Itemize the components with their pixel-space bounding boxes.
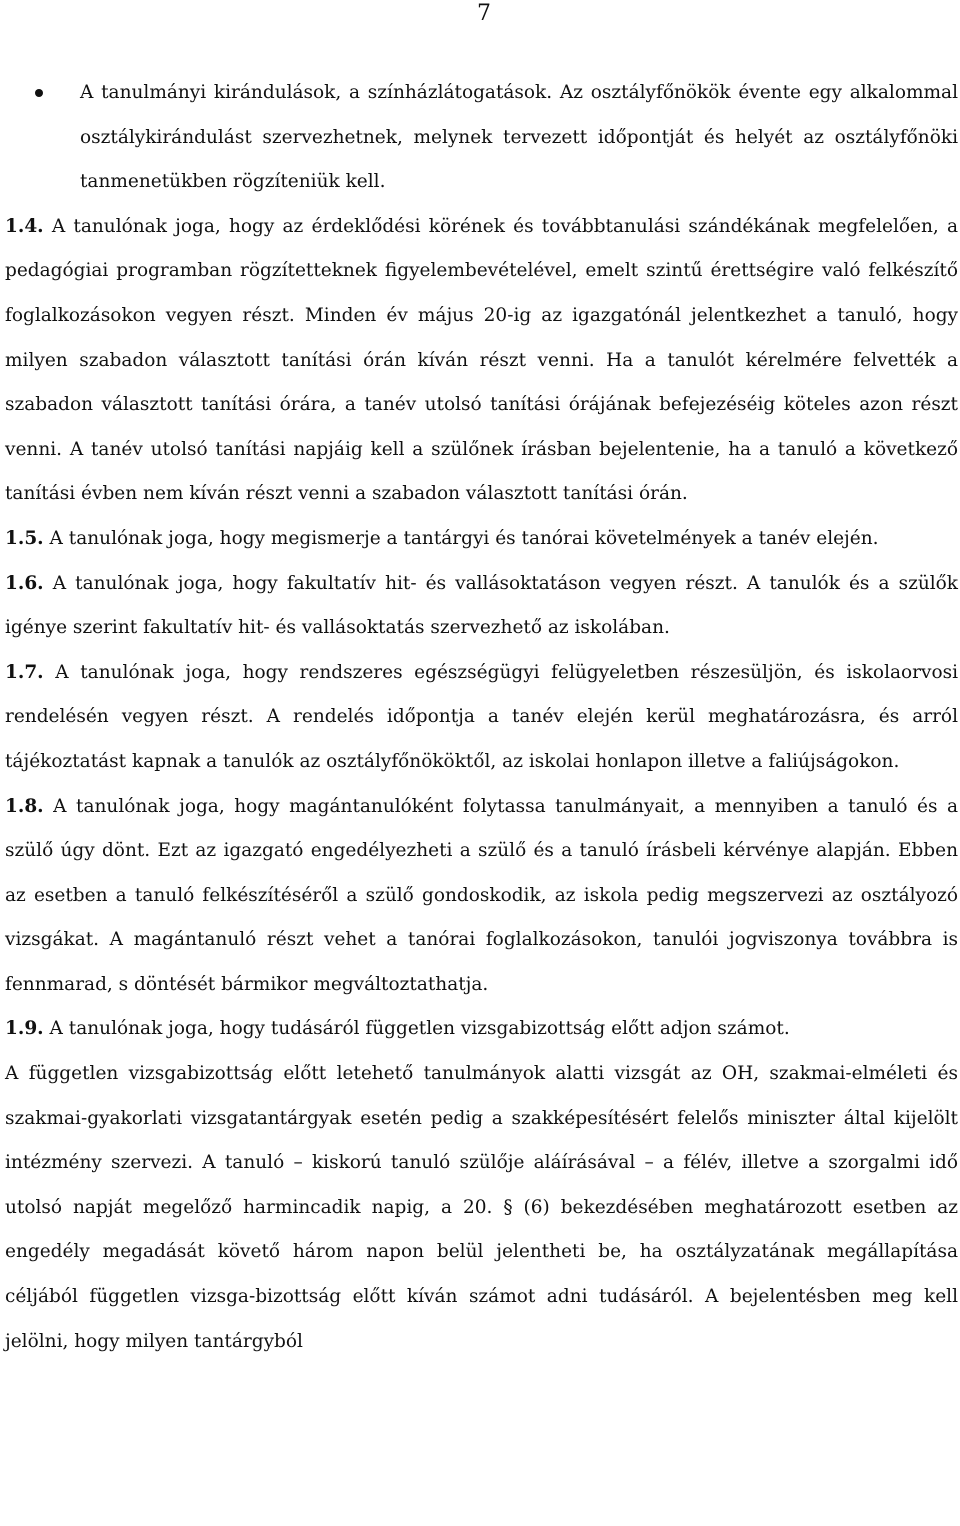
section-number: 1.5. xyxy=(5,527,44,549)
section-number: 1.8. xyxy=(5,795,44,817)
section-text: A tanulónak joga, hogy tudásáról független vizsgabizottság előtt adjon számot. xyxy=(49,1018,790,1040)
bullet-paragraph xyxy=(5,71,958,205)
section-1-8 xyxy=(5,785,958,1008)
section-text: A tanulónak joga, hogy megismerje a tantárgyi és tanórai követelmények a tanév elején. xyxy=(49,527,879,549)
section-text: A tanulónak joga, hogy fakultatív hit- és vallásoktatáson vegyen részt. A tanulók és a szülők igénye szerint fakultatív hit- és vallásoktatás szervezhető az iskolában. xyxy=(5,572,958,639)
section-1-6 xyxy=(5,562,958,651)
final-paragraph: A független vizsgabizottság előtt letehető tanulmányok alatti vizsgát az OH, szakmai-elméleti és szakmai-gyakorlati vizsgatantárgyak esetén pedig a szakképesítésért felelős miniszter által kijelölt intézmény szervezi. A tanuló – kiskorú tanuló szülője aláírásával – a félév, illetve a szorgalmi idő utolsó napját megelőző harmincadik napig, a 20. § (6) bekezdésében meghatározott esetben az engedély megadását követő három napon belül jelentheti be, ha osztályzatának megállapítása céljából független vizsga-bizottság előtt kíván számot adni tudásáról. A bejelentésben meg kell jelölni, hogy milyen tantárgyból xyxy=(5,1063,958,1352)
section-1-5 xyxy=(5,517,958,562)
section-text: A tanulónak joga, hogy az érdeklődési körének és továbbtanulási szándékának megfelelően, a pedagógiai programban rögzítetteknek figyelembevételével, emelt szintű érettségire való felkészítő foglalkozásokon vegyen részt. Minden év május 20-ig az igazgatónál jelentkezhet a tanuló, hogy milyen szabadon választott tanítási órán kíván részt venni. Ha a tanulót kérelmére felvették a szabadon választott tanítási órára, a tanév utolsó tanítási órájának befejezéséig köteles azon részt venni. A tanév utolsó tanítási napjáig kell a szülőnek írásban bejelentenie, ha a tanuló a következő tanítási évben nem kíván részt venni a szabadon választott tanítási órán. xyxy=(5,215,958,505)
section-text: A tanulónak joga, hogy rendszeres egészségügyi felügyeletben részesüljön, és iskolaorvosi rendelésén vegyen részt. A rendelés időpontja a tanév elején kerül meghatározásra, és arról tájékoztatást kapnak a tanulók az osztályfőnököktől, az iskolai honlapon illetve a faliújságokon. xyxy=(5,661,959,772)
page-number: 7 xyxy=(477,1,491,26)
section-number: 1.7. xyxy=(5,661,44,683)
section-1-9 xyxy=(5,1007,958,1052)
section-number: 1.4. xyxy=(5,215,44,237)
document-body xyxy=(5,71,958,1364)
section-number: 1.9. xyxy=(5,1018,44,1040)
bullet-text: A tanulmányi kirándulások, a színházlátogatások. Az osztályfőnökök évente egy alkalommal osztálykirándulást szervezhetnek, melynek tervezett időpontját és helyét az osztályfőnöki tanmenetükben rögzíteniük kell. xyxy=(80,82,958,193)
section-1-4 xyxy=(5,205,958,517)
section-number: 1.6. xyxy=(5,572,44,594)
section-1-7 xyxy=(5,651,958,785)
section-text: A tanulónak joga, hogy magántanulóként folytassa tanulmányait, a mennyiben a tanuló és a szülő úgy dönt. Ezt az igazgató engedélyezheti a szülő és a tanuló írásbeli kérvénye alapján. Ebben az esetben a tanuló felkészítéséről a szülő gondoskodik, az iskola pedig megszervezi az osztályozó vizsgákat. A magántanuló részt vehet a tanórai foglalkozásokon, tanulói jogviszonya továbbra is fennmarad, s döntését bármikor megváltoztathatja. xyxy=(5,795,958,995)
